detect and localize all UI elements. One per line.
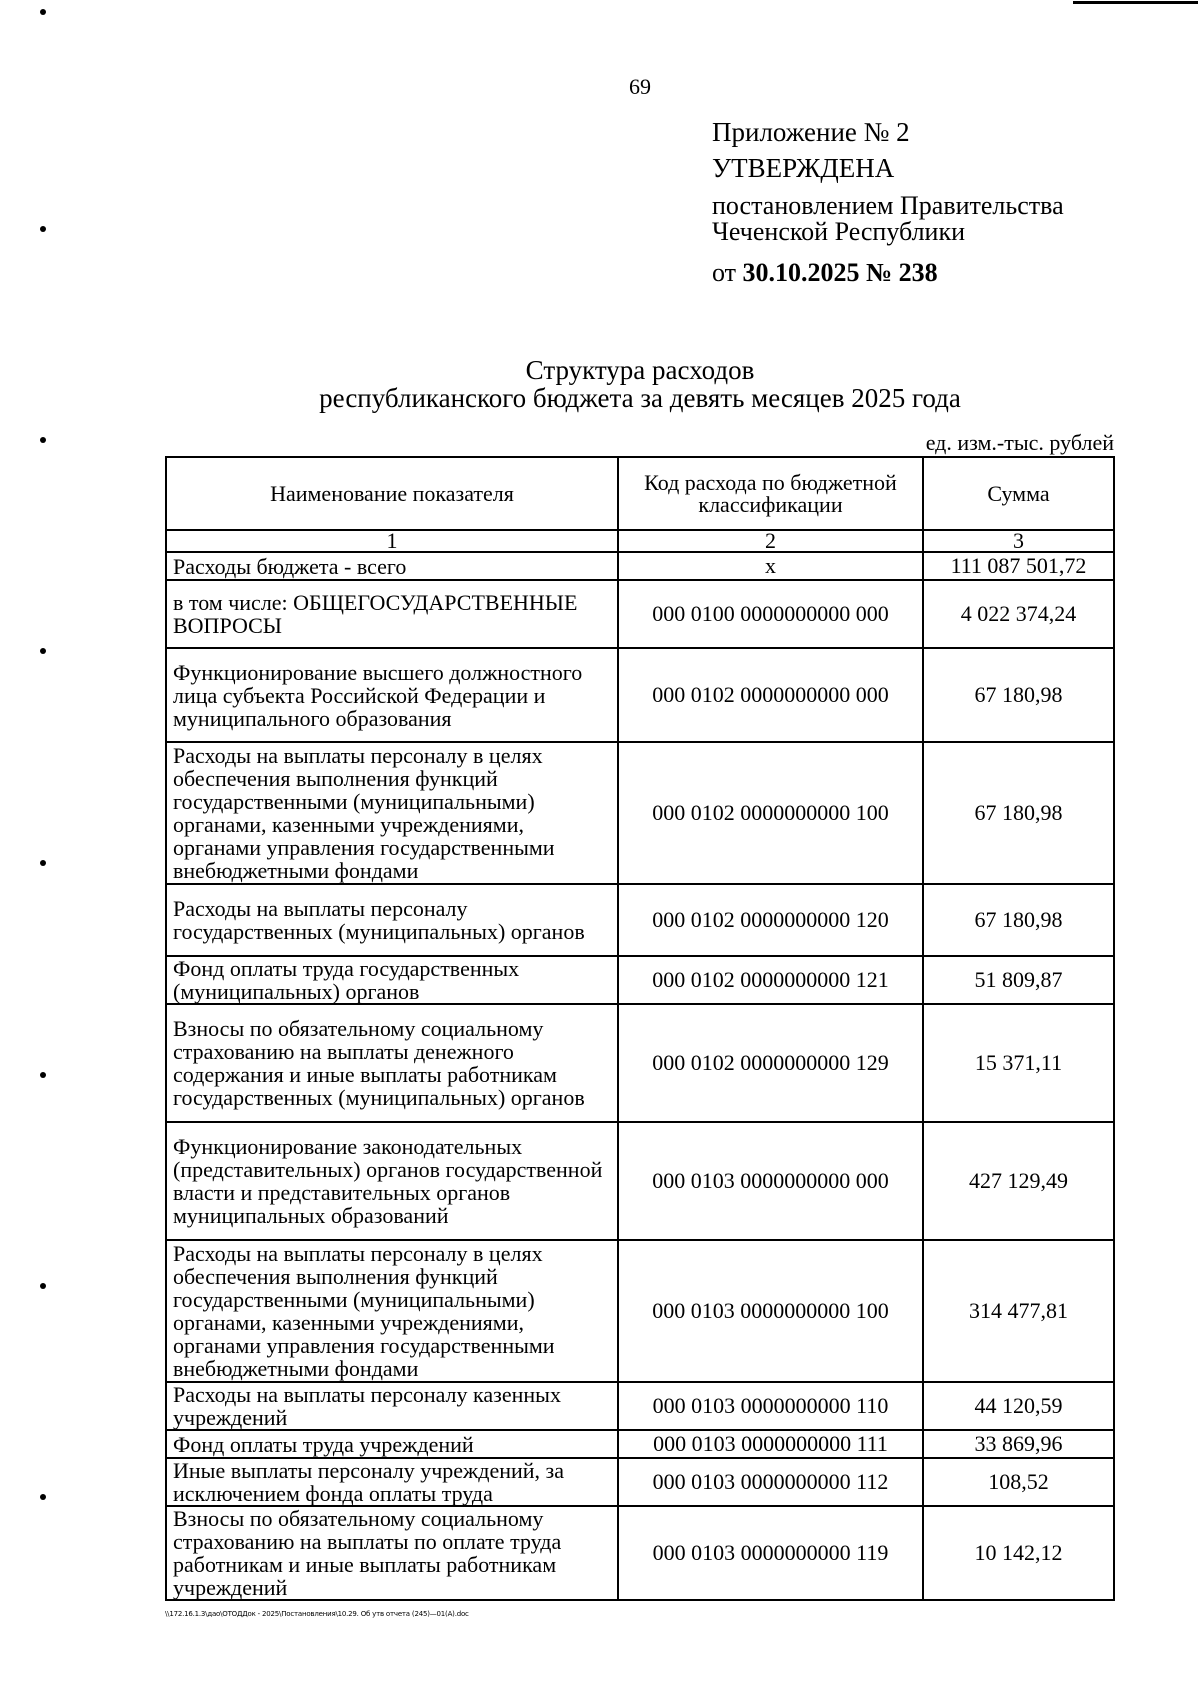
table-row <box>166 1458 1114 1506</box>
column-number: 1 <box>166 530 618 552</box>
row-sum: 51 809,87 <box>923 956 1114 1004</box>
row-name: Расходы на выплаты персоналу в целях обеспечения выполнения функций государственными (муниципальными) органами, казенными учреждениями, органами управления государственными внебюджетными фондами <box>166 742 618 884</box>
header-code: Код расхода по бюджетной классификации <box>618 457 923 530</box>
approved-by-line1: постановлением Правительства <box>712 191 1064 220</box>
row-name: Расходы на выплаты персоналу казенных учреждений <box>166 1382 618 1430</box>
row-code: 000 0103 0000000000 112 <box>618 1458 923 1506</box>
row-name: Расходы на выплаты персоналу в целях обеспечения выполнения функций государственными (муниципальными) органами, казенными учреждениями, органами управления государственными внебюджетными фондами <box>166 1240 618 1382</box>
table-row <box>166 884 1114 956</box>
table-header-row <box>166 457 1114 530</box>
scan-margin-dot <box>40 860 46 866</box>
scan-margin-dot <box>40 437 46 443</box>
row-code: 000 0103 0000000000 110 <box>618 1382 923 1430</box>
table-row <box>166 552 1114 580</box>
row-name: Функционирование высшего должностного лица субъекта Российской Федерации и муниципального образования <box>166 648 618 742</box>
table-row <box>166 580 1114 648</box>
row-name: в том числе: ОБЩЕГОСУДАРСТВЕННЫЕ ВОПРОСЫ <box>166 580 618 648</box>
column-number-row <box>166 530 1114 552</box>
footer-file-path: \\172.16.1.3\дао\ОТОДДок - 2025\Постановления\10.29. Об утв отчета (245)—01(А).doc <box>165 1610 469 1618</box>
row-sum: 67 180,98 <box>923 742 1114 884</box>
scan-margin-dot <box>40 648 46 654</box>
row-sum: 108,52 <box>923 1458 1114 1506</box>
row-name: Взносы по обязательному социальному страхованию на выплаты денежного содержания и иные выплаты работникам государственных (муниципальных) органов <box>166 1004 618 1122</box>
row-sum: 111 087 501,72 <box>923 552 1114 580</box>
row-name: Расходы на выплаты персоналу государственных (муниципальных) органов <box>166 884 618 956</box>
approval-block <box>712 118 1182 287</box>
table-row <box>166 648 1114 742</box>
approval-date-prefix: от <box>712 258 743 287</box>
scan-margin-dot <box>40 1283 46 1289</box>
row-code: 000 0103 0000000000 100 <box>618 1240 923 1382</box>
row-sum: 67 180,98 <box>923 884 1114 956</box>
table-row <box>166 956 1114 1004</box>
scan-edge-line <box>1073 1 1198 4</box>
scan-margin-dot <box>40 9 46 15</box>
title-line2: республиканского бюджета за девять месяцев 2025 года <box>319 383 961 413</box>
row-code: x <box>618 552 923 580</box>
row-name: Расходы бюджета - всего <box>166 552 618 580</box>
row-name: Взносы по обязательному социальному страхованию на выплаты по оплате труда работникам и иные выплаты работникам учреждений <box>166 1506 618 1600</box>
appendix-label: Приложение № 2 <box>712 117 910 147</box>
budget-table <box>165 456 1115 1601</box>
row-sum: 10 142,12 <box>923 1506 1114 1600</box>
table-row <box>166 1004 1114 1122</box>
document-title <box>0 356 1200 412</box>
row-sum: 44 120,59 <box>923 1382 1114 1430</box>
scan-margin-dot <box>40 1072 46 1078</box>
row-code: 000 0102 0000000000 120 <box>618 884 923 956</box>
row-code: 000 0100 0000000000 000 <box>618 580 923 648</box>
table-row <box>166 1430 1114 1458</box>
approved-by-line2: Чеченской Республики <box>712 217 966 246</box>
row-sum: 427 129,49 <box>923 1122 1114 1240</box>
column-number: 3 <box>923 530 1114 552</box>
scan-margin-dot <box>40 1494 46 1500</box>
table-row <box>166 742 1114 884</box>
row-code: 000 0103 0000000000 111 <box>618 1430 923 1458</box>
row-sum: 4 022 374,24 <box>923 580 1114 648</box>
table-row <box>166 1382 1114 1430</box>
row-code: 000 0102 0000000000 129 <box>618 1004 923 1122</box>
header-sum: Сумма <box>923 457 1114 530</box>
row-name: Функционирование законодательных (представительных) органов государственной власти и представительных органов муниципальных образований <box>166 1122 618 1240</box>
page-number: 69 <box>629 74 651 99</box>
row-sum: 314 477,81 <box>923 1240 1114 1382</box>
title-line1: Структура расходов <box>525 355 755 385</box>
row-sum: 33 869,96 <box>923 1430 1114 1458</box>
row-sum: 67 180,98 <box>923 648 1114 742</box>
approval-date-number: 30.10.2025 № 238 <box>742 258 938 287</box>
row-code: 000 0102 0000000000 000 <box>618 648 923 742</box>
table-row <box>166 1506 1114 1600</box>
row-name: Иные выплаты персоналу учреждений, за исключением фонда оплаты труда <box>166 1458 618 1506</box>
scan-margin-dot <box>40 226 46 232</box>
row-name: Фонд оплаты труда учреждений <box>166 1430 618 1458</box>
row-code: 000 0102 0000000000 121 <box>618 956 923 1004</box>
row-code: 000 0102 0000000000 100 <box>618 742 923 884</box>
header-name: Наименование показателя <box>166 457 618 530</box>
table-row <box>166 1240 1114 1382</box>
row-sum: 15 371,11 <box>923 1004 1114 1122</box>
approved-label: УТВЕРЖДЕНА <box>712 153 895 183</box>
row-code: 000 0103 0000000000 000 <box>618 1122 923 1240</box>
units-label: ед. изм.-тыс. рублей <box>925 430 1114 455</box>
table-row <box>166 1122 1114 1240</box>
approval-date-line <box>712 259 1182 287</box>
column-number: 2 <box>618 530 923 552</box>
row-code: 000 0103 0000000000 119 <box>618 1506 923 1600</box>
row-name: Фонд оплаты труда государственных (муниципальных) органов <box>166 956 618 1004</box>
